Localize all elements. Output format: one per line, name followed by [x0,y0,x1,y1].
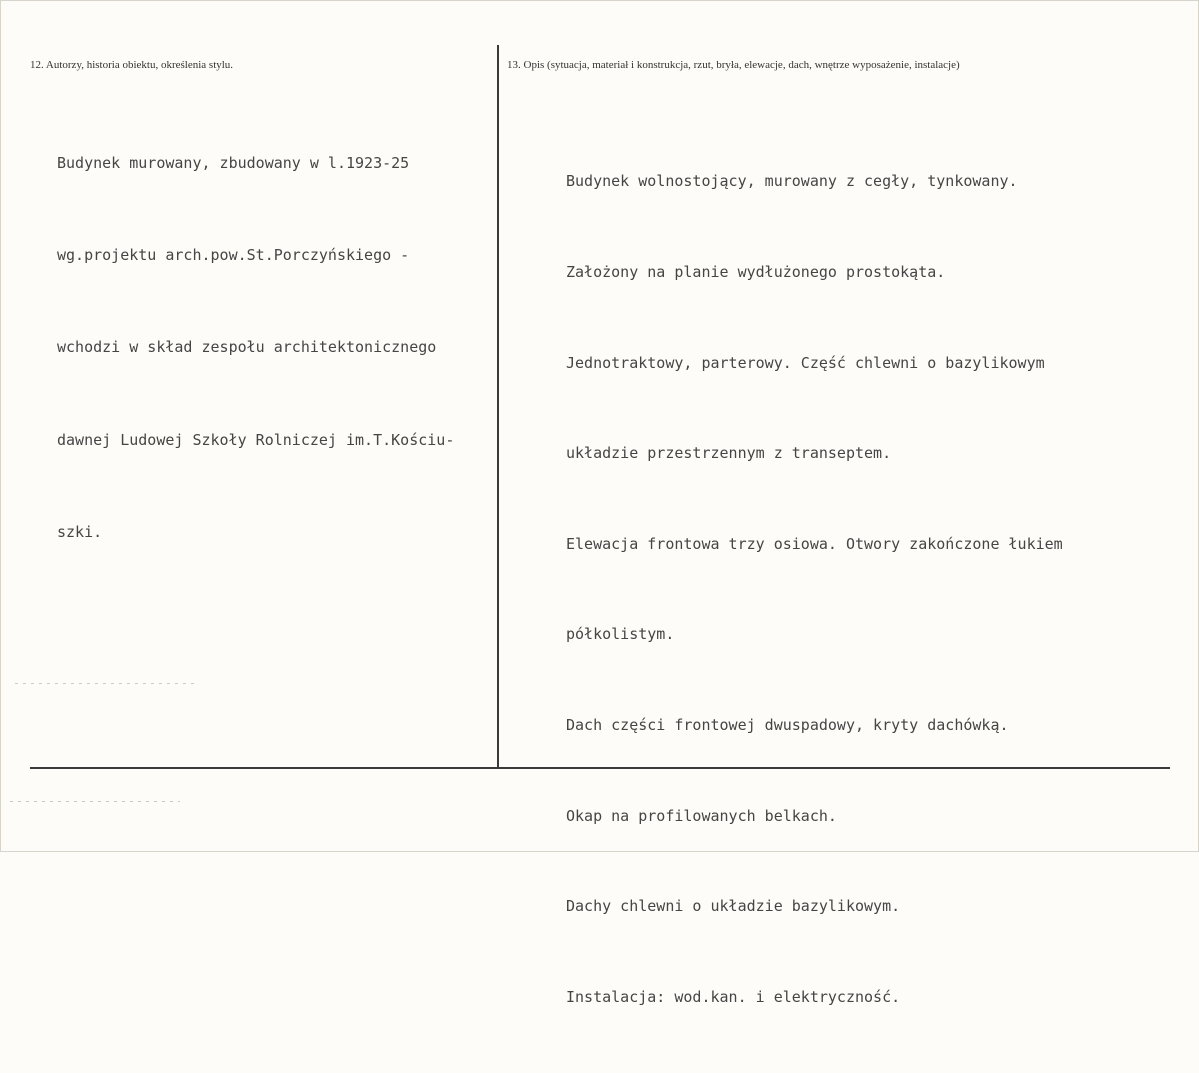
faint-ruling [10,801,180,802]
column-divider [497,45,499,767]
text-line: wchodzi w skład zespołu architektonicznego [57,338,437,357]
text-line: Instalacja: wod.kan. i elektryczność. [566,987,901,1006]
faint-ruling [15,683,195,684]
text-line: Jednotraktowy, parterowy. Część chlewni o bazylikowym [566,353,1045,372]
text-line: dawnej Ludowej Szkoły Rolniczej im.T.Kościu- [57,430,455,449]
section-12-label: 12. Autorzy, historia obiektu, określenia stylu. [30,59,234,71]
text-line: układzie przestrzennym z transeptem. [566,444,892,463]
text-line: Elewacja frontowa trzy osiowa. Otwory zakończone łukiem [566,534,1063,553]
text-line: Budynek murowany, zbudowany w l.1923-25 [57,153,410,172]
text-line: wg.projektu arch.pow.St.Porczyńskiego - [57,245,410,264]
text-line: Dachy chlewni o układzie bazylikowym. [566,897,901,916]
text-line: szki. [57,523,103,542]
authors-history-text [57,86,454,610]
section-13-label: 13. Opis (sytuacja, materiał i konstrukcja, rzut, bryła, elewacje, dach, wnętrze wyposażenie, instalacje) [507,59,960,71]
text-line: Budynek wolnostojący, murowany z cegły, tynkowany. [566,172,1018,191]
text-line: Okap na profilowanych belkach. [566,806,837,825]
text-line: Założony na planie wydłużonego prostokąta. [566,263,946,282]
bottom-rule [30,767,1170,769]
description-text [566,106,1063,1073]
text-line: półkolistym. [566,625,675,644]
text-line: Dach części frontowej dwuspadowy, kryty dachówką. [566,716,1009,735]
